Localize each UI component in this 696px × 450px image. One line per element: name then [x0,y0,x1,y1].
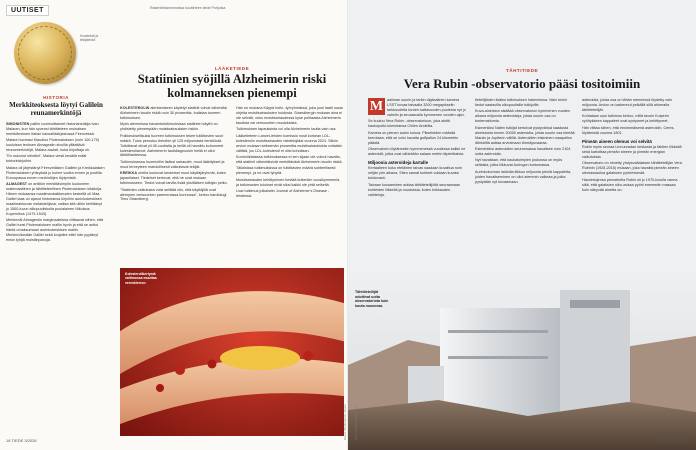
rubin-paragraph: Observatorio löytäneekin kymmenessä vuodessa kaikki ne asteroidit, jotka ovat vähintään sataan metrin läpimittaisia. [368,146,466,156]
observatory-photo [348,270,696,450]
rubin-paragraph: Kertaalleen koko eteläinen taivas saadaan kuvattua noin neljän yön aikana. Siten samat kohteet voidaan kuvata toistuvasti. [368,166,462,181]
photo-credit-right: Kuva: Rubin Observatory [354,406,358,440]
rubin-paragraph: Se kuuluu Vera Rubin -observatorioon, joka aloitti kaukoputki-toimintansa Chilen Andeilla. [368,119,451,129]
history-column [6,95,106,244]
statin-paragraph: Tutkimuksen tapauksista voi olla Alzheimerin tautia vain osa. [236,127,337,132]
coin-image [14,22,76,84]
rubin-paragraph: Havaintojensa perusteella Rubin oli jo 1970-luvulla varma siitä, että galaksien ulko-osissa pyörii enemmän massaa kuin näkyvää ainetta on. [582,177,678,192]
rubin-subheading: Pimeän aineen olemus voi selvitä [582,138,652,144]
history-paragraph: Merkinnät Almagestin marginaaleissa viittaavat siihen, että Galilei tunsi Ptolemaioksen mallin hyvin ja että se auttoi häntä omaksumaan aurinkokeskisen mallin. Merkinnöissään Galilei sekä korjailee ettei hän pyytänyt ensin tyhjiä muistiinpanoja. [6,218,104,242]
artery-illustration [120,268,344,436]
photo-caption: Tähtitieteilijät odottivat uutta observatoriota kuin kuuta nousevaa. [355,290,389,309]
rubin-subheading: Miljoonia asteroideja kartalle [368,159,429,165]
header-note: Rakenteiltaminnoissa kuutiirteen tiede Pohjoisa [150,6,226,10]
rubin-title: Vera Rubin -observatorio pääsi tositoimiin [403,76,641,91]
rubin-paragraph: Esimerkiksi Naten tutkijat kertoivat pystyvänsä saadusta aineistosta ennen 20000 asteroidia, joista suurin osa kiertää Marsin ja Jupiterin välillä. Asteroidien etsiminen maapallon lähistöltä auttaa arvioimaan törmäysvaaraa. [475,125,575,145]
rubin-paragraph: Nyt havaitaan, että kaukaisimpien joukossa on myös sellaisia, jotka liikkuvat Auringon tuntumassa. [475,158,563,168]
statin-lead: KOLESTEROLIN [120,106,150,110]
rubin-paragraph: Rubin myös seuraa Linnunradan keskusta ja tähtien liikkeitä sekä kartoittaa pimeän aineen ja pimeän energian vaikutuksia. [582,145,682,159]
history-paragraph: Malara oli järjestänyt Firenzeläisen Galilein ja Kreikkalaisen Ptolemaioksen yhteyksiä jo kolme vuotta ennen ja postilla Euroopassa ennen merkintöjen löytymistä. [6,165,105,180]
statin-paragraph: "Statiinien vaikutusta voisi selittää niin, että käyttäjillä ovat alempien verisuonten paremmassa kunnossa", kertoo kardiologi Timo Strandberg. [120,187,227,202]
rubin-paragraph: Kohtalaan uusi tutkimus kertoo, millä tavoin Kuiperin vyöhykkeen kappaleet ovat syntyneet ja kehittyneet. [582,114,669,124]
statin-column-2 [236,106,344,200]
right-page [348,0,696,450]
history-paragraph: "En uskonut silmiäni", Malara viesti kesällä eräät tohtorinkirjoihin. [6,154,87,164]
rubin-text: aailman suurin ja tarkin digitaalinen kamera LSST kuvaa taivaalla 3200 megapikselin tarkkuudella kuvien kattavuuden puolesta nyt jo valmiin ja seuraavalla kymmenen vuoden ajan. [387,98,466,117]
rubin-kicker: TÄHTITIEDE [505,68,539,73]
rubin-column-3 [582,98,682,194]
statin-lead: KREIKKA [120,171,138,176]
history-paragraph [6,182,106,217]
rubin-paragraph: Taivaan kuvaaminen auttaa tähtitieteilijöitä seuraamaan kohteiden liikkeitä ja muutoksia, kuten kirkkauden vaihteluja. [368,182,461,197]
statin-paragraph: Hän on mukana Käypä hoito -työryhmässä, joka juuri laatii uusia ohjeita muistisairauksien hoidosta. Strandbergin mukaan aina ei ole selvää, onko muistisairaudessa kyse puhtaasta Alzheimerin taudista vai verisuonten muutoksista. [236,106,343,125]
blood-cell [208,360,217,369]
history-text: on antiikin merkittävimpiin kuuluneen matemaattinen ja tähtitieteellinen Ptolemaioksen käsikirja. Hänen mukaansa maailmankaikkeuden keskellä oli Maa. Galilei taas on ajanut historiansa kirjoihin aurinkokeskisen maailmankuvan esitaistelijana, vaikka sitä olikin kehittänyt jo 1500-luvun alkupuoliskolla puolalainen Nikolaus Kopernikus (1473-1543). [6,181,103,216]
statin-paragraph: Poikkeuksellisuksi tuoreen tutkimuksen tekee tutkittavien suuri määrä. Tulos perustuu tietoihin yli 125 miljoonasta henkilöstä. Tutkittavat olivat yli 45-vuotiaita ja heillä oli havaittu kohonneet kolesteroliarvot. Alzheimerin tautidiagnoosin heillä ei ollut lähtötilanteessa. [120,133,224,158]
statin-paragraph: Lääketieteen Lancet-lehden komissio nosti korkean LDL-kolesterolin muistisairauden riskitekijäksi vuonna 2024. Silloin arvion mukaan seitsemän prosenttia muistisairauksista voitaisiin välttää, jos LDL-kolesteroli ei olisi kohollaan. [236,133,343,153]
rubin-column-1 [368,98,468,199]
statin-kicker: LÄÄKETIEDE [214,66,250,71]
history-lead: SIMONISTEN [6,121,30,126]
rubin-paragraph: asteroidia, joista osa on tähän mennessä löydetty vain miljoonia. Arvion on laskennut pelkällä sillä ahkeralla tähtitieteilijät. [582,98,673,112]
artery-svg [120,268,344,436]
photo-credit-left: Kuvat: Shutterstock, Istock [343,404,347,440]
section-tab: UUTISET [6,5,49,16]
history-paragraph [6,122,106,137]
history-kicker: HISTORIA [43,95,69,100]
coin-ring [18,26,72,80]
statin-paragraph: Tutkimuksessa huomioitiin lisäksi sairaudet, muut lääkitykset ja muut terveyteen mahdollisesti vaikuttavat tekijät. [120,159,225,169]
rubin-paragraph: Kuva-aineiston sisältää observatorion kymmenen vuoden aikana miljoonia asteroideja, joista suurin osa on tuntemattomia. [475,109,571,124]
coin-caption: Kuvateksti ja tekijatiedot [80,34,99,43]
blood-cell [303,351,313,361]
plaque [220,346,300,370]
telescope-dome [560,290,630,418]
rubin-column-2 [475,98,575,186]
statin-paragraph [120,171,228,186]
drop-cap: M [369,99,384,114]
history-lead: ALMAGEST [6,181,28,186]
history-title: Merkkiteoksesta löytyi Galilein reunamerkintöjä [9,101,103,117]
statin-paragraph: Uusi tutkimus julkaistiin Journal of Alzheimer's Disease -lehdessä. [236,189,330,198]
rubin-paragraph: Aurinkokunnan laidoilla liikkuu miljoonia pieniä kappaleita, joiden havaitseminen on ollut aiemmin vaikeaa ja jotka pystytään nyt kuvaamaan. [475,169,572,184]
statin-paragraph [120,106,228,121]
statin-paragraph: Kontrollidatassa tutkimuksessa ei sen sijaan ole voinut havaita, että statiinit vähentäisivät merkittävästi Alzheimerin taudin riskiä. [236,154,343,164]
rubin-paragraph: tieteilijöiden lisäksi tutkimuksen hakemistoa. Näin toimii tiedot saatavilla ulkopuolisille tutkijoille. [475,98,567,107]
statin-paragraph: Myös aiemmissa havaintotutkimuksissa statiinien käyttö on yhdistetty pienempään muistisairauksien riskiin. [120,122,218,132]
rubin-paragraph: Hän viittaa siihen, että ensimmäisenä asteroidin, Ceres, löytämistä vuonna 1801. [582,125,675,135]
statin-paragraph: Muistisairauden kehittyminen kestää kuitenkin vuosikymmeniä, ja tutkimusten tulokset eivät siksi kaikki ole yhtä selkeitä. [236,177,341,187]
statin-column-1 [120,106,228,204]
page-number-left: 18 TIEDE 3/2026 [6,438,37,443]
dome-slit [570,300,620,308]
history-paragraph: Malara huomasi Klaudios Ptolemaioksen (noin 100-170) kuuluisan teoksen Almagestin sivuilla ylläattävä reunamerkintöjä. Malara aavisti, kuka kirjoittaja oli. [6,137,100,152]
statin-text: ohella kuuluvat keskeiset muut käyttäjäryhmät, kuten japanilaiset. Tiedeiset kertovat, että ne ovat mukaan tutkimukseen. Tiedot voivat tarvita lisää yksittäisen tutkijan pelko. [120,171,228,186]
rubin-paragraph: Esimerkiksi asteroidien seurannassa havaitsee noin 2104 uutta asteroidia. [475,146,571,156]
observatory-building [440,308,560,418]
page-number-right: 3/2026 TIEDE 19 [657,438,688,443]
rubin-paragraph: Kamera on pienen auton kokoa. Pikseleiden määrää kerrotaan, että se voisi havaita golfpallon 24 kilometrin päästä. [368,130,459,145]
rubin-paragraph [368,98,468,118]
building-stripe [448,356,548,359]
statin-title: Statiinien syöjillä Alzheimerin riski kolmanneksen pienempi [137,72,327,100]
artery-caption: Kolesterolikertymä valtimossa muuttaa verenkierron [125,272,157,285]
history-text: pailiin vuoimuittaneet historiantutkija Ivan Malaran, kun hän syvensi tähtitieteen muinaisen merkkiteoksen Italian kansalliskirjastossa Firenzessä. [6,121,99,136]
rubin-paragraph: Observatorio on nimetty yhdysvaltalaisen tähtitieteilijän Vera Rubinin (1928-2016) mukaan, joka havaitsi pimeän aineen olemassaoloa galaksien pyörimisestä. [582,161,682,176]
statin-paragraph: Tällaisissa tutkimuksissa on tutkittavien määrä suhteellisesti pienempi, ja ne ovat lyhyitä. [236,166,336,176]
building-stripe [448,330,548,333]
blood-cell [175,365,185,375]
blood-cell [156,384,164,392]
statin-text: alentamiseen käytetyt statiinit voivat vähentää Alzheimerin taudin riskiä noin 30 prosenttia, todistaa tuoreen tutkimuksen. [120,106,227,120]
observatory-svg [348,270,696,450]
